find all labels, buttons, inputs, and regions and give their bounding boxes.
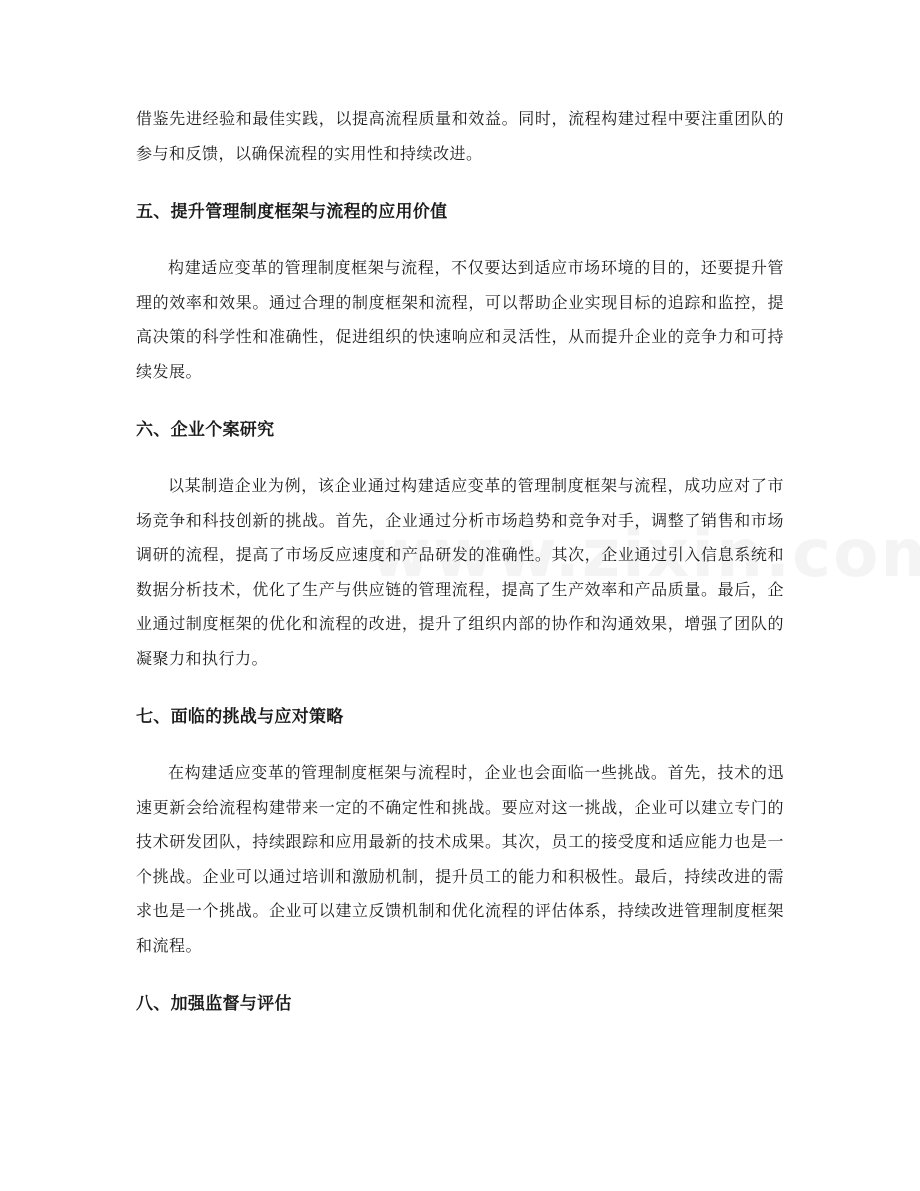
section-heading-7: 七、面临的挑战与应对策略 <box>136 707 344 727</box>
section-paragraph-5: 构建适应变革的管理制度框架与流程，不仅要达到适应市场环境的目的，还要提升管理的效率和效果。通过合理的制度框架和流程，可以帮助企业实现目标的追踪和监控，提高决策的科学性和准确性，促进组织的快速响应和灵活性，从而提升企业的竞争力和可持续发展。 <box>136 258 784 381</box>
section-heading-8: 八、加强监督与评估 <box>136 994 292 1014</box>
section-heading-6: 六、企业个案研究 <box>136 420 275 440</box>
section-heading-5: 五、提升管理制度框架与流程的应用价值 <box>136 202 448 222</box>
section-paragraph-7: 在构建适应变革的管理制度框架与流程时，企业也会面临一些挑战。首先，技术的迅速更新会给流程构建带来一定的不确定性和挑战。要应对这一挑战，企业可以建立专门的技术研发团队，持续跟踪和应用最新的技术成果。其次，员工的接受度和适应能力也是一个挑战。企业可以通过培训和激励机制，提升员工的能力和积极性。最后，持续改进的需求也是一个挑战。企业可以建立反馈机制和优化流程的评估体系，持续改进管理制度框架和流程。 <box>136 763 784 955</box>
section-paragraph-6: 以某制造企业为例，该企业通过构建适应变革的管理制度框架与流程，成功应对了市场竞争和科技创新的挑战。首先，企业通过分析市场趋势和竞争对手，调整了销售和市场调研的流程，提高了市场反应速度和产品研发的准确性。其次，企业通过引入信息系统和数据分析技术，优化了生产与供应链的管理流程，提高了生产效率和产品质量。最后，企业通过制度框架的优化和流程的改进，提升了组织内部的协作和沟通效果，增强了团队的凝聚力和执行力。 <box>136 476 784 668</box>
document-body <box>136 102 784 1021</box>
intro-paragraph: 借鉴先进经验和最佳实践，以提高流程质量和效益。同时，流程构建过程中要注重团队的参与和反馈，以确保流程的实用性和持续改进。 <box>136 109 784 163</box>
